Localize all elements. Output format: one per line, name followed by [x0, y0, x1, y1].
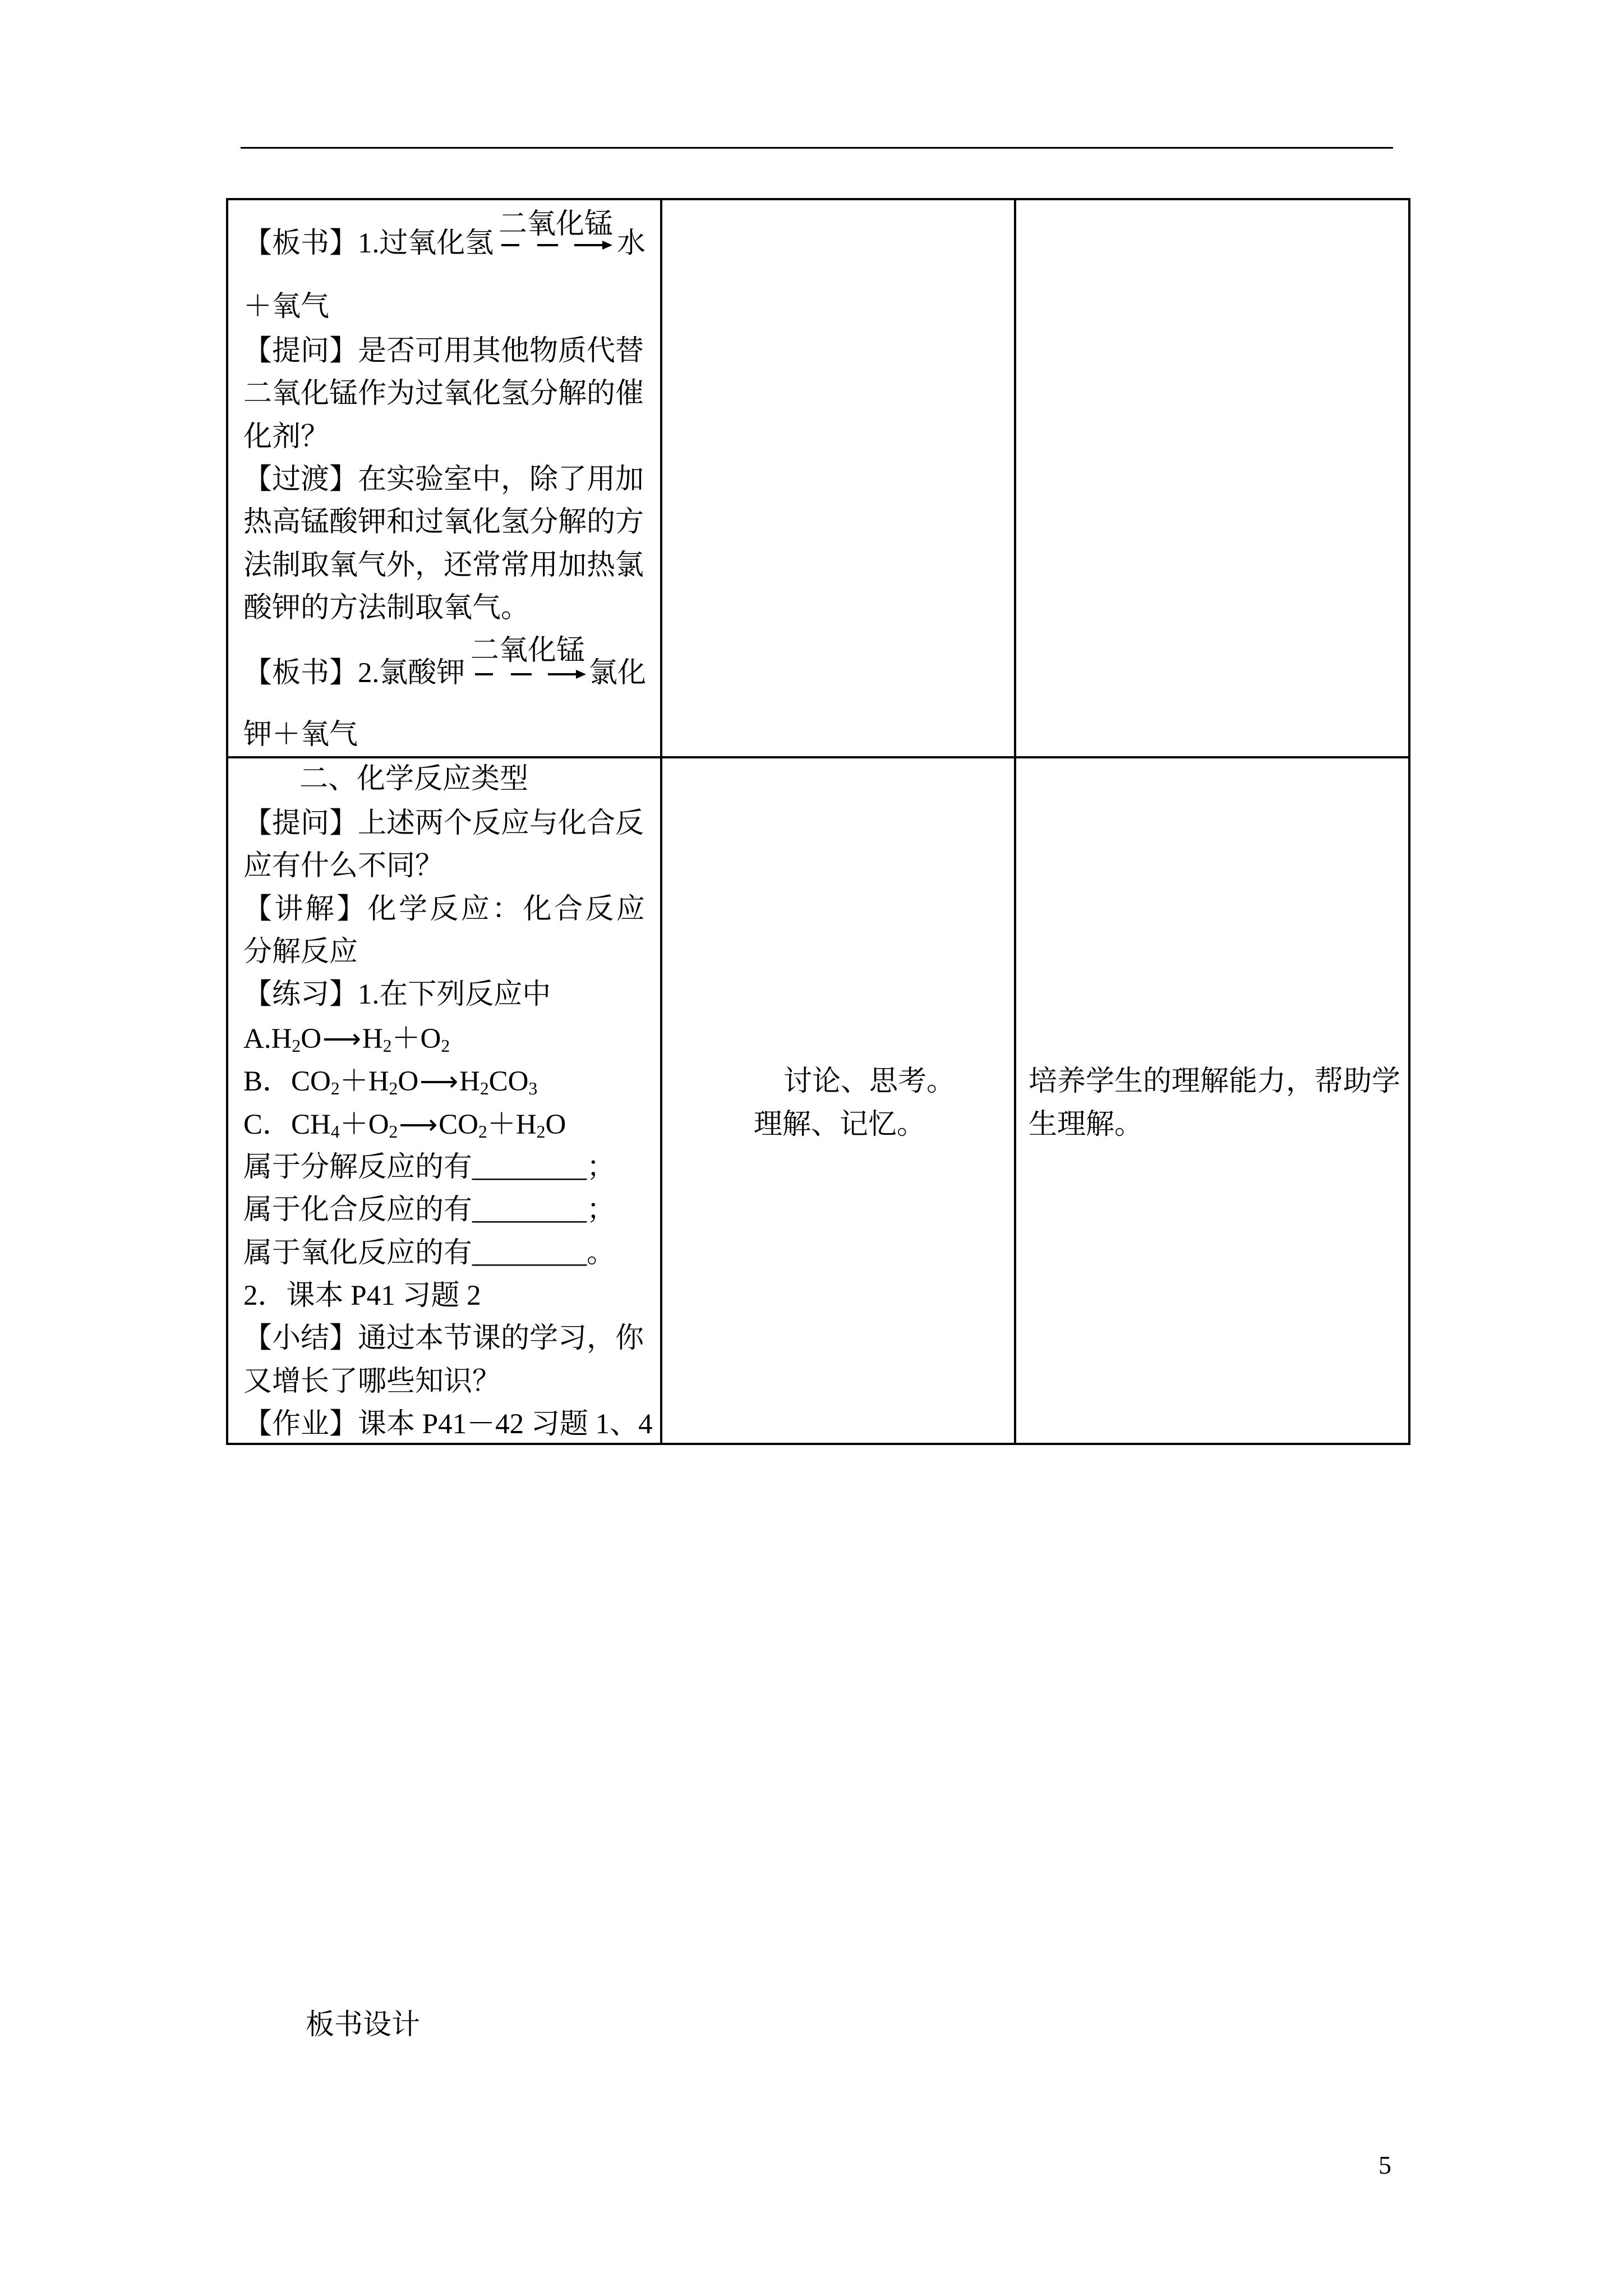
formula-text: O [301, 1023, 322, 1055]
column-divider-1 [660, 198, 662, 1445]
subscript: 2 [389, 1121, 398, 1142]
question-line-3: 化剂？ [243, 421, 330, 453]
formula-text: H [362, 1023, 383, 1055]
subscript: 2 [382, 1036, 392, 1056]
option-a-formula [243, 1022, 450, 1056]
explain-line-1: 【讲解】化学反应：化合反应 [243, 894, 648, 925]
subscript: 2 [478, 1121, 487, 1142]
option-b-formula [243, 1065, 537, 1098]
design-purpose-line-1: 培养学生的理解能力，帮助学 [1029, 1066, 1401, 1097]
formula-text: ＋O [391, 1023, 441, 1055]
student-activity-line-2: 理解、记忆。 [754, 1109, 926, 1140]
board-2-catalyst: 二氧化锰 [471, 635, 585, 666]
explain-line-2: 分解反应 [243, 936, 358, 968]
subscript: 2 [389, 1078, 398, 1098]
board-1-product-continued: ＋氧气 [243, 291, 330, 323]
summary-line-1: 【小结】通过本节课的学习，你 [243, 1323, 644, 1354]
board-1-reactant: 【板书】1.过氧化氢 [243, 228, 494, 259]
formula-text: CO [439, 1109, 479, 1140]
question-line-1: 【提问】上述两个反应与化合反 [243, 808, 644, 839]
board-2-dashed-arrow [475, 668, 587, 681]
formula-text: H [459, 1066, 480, 1097]
subscript: 2 [536, 1121, 546, 1142]
blank-decomposition: 属于分解反应的有________； [243, 1152, 616, 1183]
summary-line-2: 又增长了哪些知识？ [243, 1366, 501, 1397]
board-design-title: 板书设计 [306, 2009, 421, 2041]
subscript: 2 [479, 1078, 489, 1098]
board-2-product: 氯化 [589, 657, 647, 689]
reaction-arrow: ⟶ [322, 1023, 361, 1055]
subscript: 2 [441, 1036, 450, 1056]
question-line-1: 【提问】是否可用其他物质代替 [243, 335, 644, 367]
subscript: 2 [330, 1078, 340, 1098]
formula-text: ＋H [487, 1109, 537, 1140]
formula-text: O [545, 1109, 566, 1140]
section-title: 二、化学反应类型 [299, 763, 529, 795]
question-line-2: 二氧化锰作为过氧化氢分解的催 [243, 378, 644, 409]
formula-text: ＋O [339, 1109, 389, 1140]
row-divider [226, 756, 1410, 758]
board-2-reactant: 【板书】2.氯酸钾 [243, 657, 465, 689]
board-2-product-continued: 钾＋氧气 [243, 719, 358, 751]
student-activity-line-1: 讨论、思考。 [783, 1066, 956, 1097]
subscript: 4 [330, 1121, 340, 1142]
transition-line-4: 酸钾的方法制取氧气。 [243, 592, 530, 624]
formula-text: B．CO [243, 1066, 331, 1097]
design-purpose-line-2: 生理解。 [1029, 1109, 1144, 1140]
transition-line-3: 法制取氧气外，还常常用加热氯 [243, 550, 644, 581]
subscript: 2 [292, 1036, 301, 1056]
formula-text: A.H [243, 1023, 292, 1055]
blank-oxidation: 属于氧化反应的有________。 [243, 1237, 616, 1269]
board-1-product: 水 [617, 228, 646, 259]
board-1-catalyst: 二氧化锰 [499, 209, 614, 240]
transition-line-2: 热高锰酸钾和过氧化氢分解的方 [243, 507, 644, 538]
board-1-dashed-arrow [501, 238, 614, 252]
header-rule [241, 147, 1393, 149]
textbook-exercise: 2．课本 P41 习题 2 [243, 1280, 481, 1312]
subscript: 3 [528, 1078, 538, 1098]
transition-line-1: 【过渡】在实验室中，除了用加 [243, 464, 644, 495]
formula-text: O [398, 1066, 419, 1097]
page-number: 5 [1378, 2151, 1391, 2179]
reaction-arrow: ⟶ [399, 1109, 438, 1140]
reaction-arrow: ⟶ [419, 1066, 458, 1097]
homework-line: 【作业】课本 P41－42 习题 1、4 [243, 1409, 653, 1440]
exercise-title: 【练习】1.在下列反应中 [243, 979, 551, 1010]
blank-combination: 属于化合反应的有________； [243, 1194, 616, 1226]
formula-text: ＋H [339, 1066, 389, 1097]
formula-text: C．CH [243, 1109, 331, 1140]
option-c-formula [243, 1108, 566, 1142]
question-line-2: 应有什么不同？ [243, 850, 444, 882]
formula-text: CO [488, 1066, 529, 1097]
column-divider-2 [1014, 198, 1016, 1445]
